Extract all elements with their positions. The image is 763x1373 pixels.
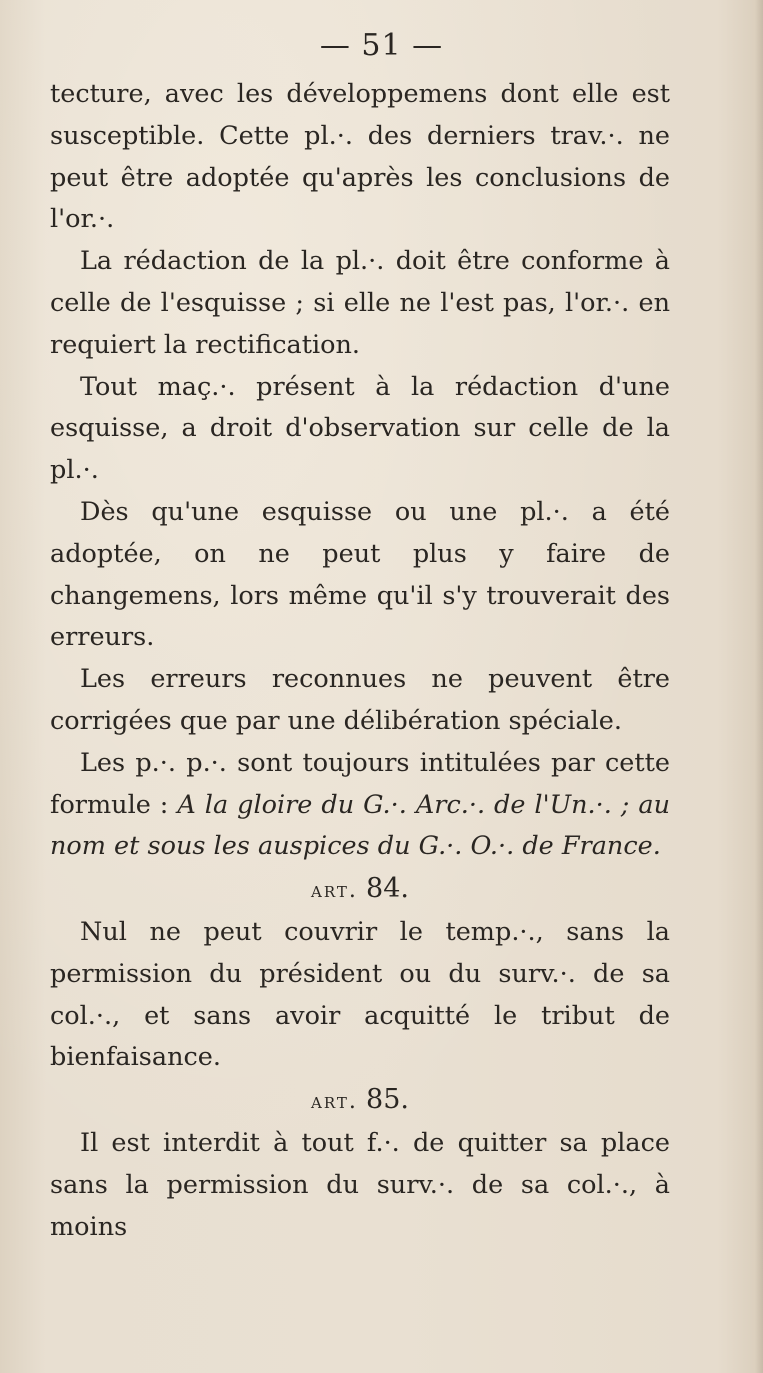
paragraph-adoption: Dès qu'une esquisse ou une pl.·. a été adoptée, on ne peut plus y faire de changemens, lors même qu'il s'y trouverait des erreurs. bbox=[50, 496, 670, 653]
article-84-text: Nul ne peut couvrir le temp.·., sans la permission du président ou du surv.·. de sa col.·., et sans avoir acquitté le tribut de bienfaisance. bbox=[50, 916, 670, 1073]
paragraph-redaction: La rédaction de la pl.·. doit être conforme à celle de l'esquisse ; si elle ne l'est pas, l'or.·. en requiert la rectification. bbox=[50, 246, 670, 360]
article-number: 84. bbox=[366, 873, 409, 905]
paragraph-formula bbox=[50, 743, 670, 868]
page-number: — 51 — bbox=[319, 28, 444, 63]
formula-intro: Les p.·. p.·. sont toujours intitulées par cette formule : bbox=[50, 747, 670, 820]
article-heading-85 bbox=[50, 1079, 670, 1123]
article-label: art. bbox=[311, 878, 358, 904]
article-number: 85. bbox=[366, 1084, 409, 1116]
body-text bbox=[50, 74, 670, 1248]
paragraph-observation: Tout maç.·. présent à la rédaction d'une esquisse, a droit d'observation sur celle de la pl.·. bbox=[50, 371, 670, 486]
article-heading-84 bbox=[50, 868, 670, 912]
article-label: art. bbox=[311, 1089, 358, 1115]
formula-text: A la gloire du G.·. Arc.·. de l'Un.·. ; au nom et sous les auspices du G.·. O.·. de France. bbox=[50, 789, 671, 862]
article-85-text: Il est interdit à tout f.·. de quitter sa place sans la permission du surv.·. de sa col.·., à moins bbox=[50, 1127, 670, 1242]
paragraph-errors: Les erreurs reconnues ne peuvent être corrigées que par une délibération spéciale. bbox=[50, 664, 670, 736]
paragraph-continuation: tecture, avec les développemens dont elle est susceptible. Cette pl.·. des derniers trav.·. ne peut être adoptée qu'après les conclusions de l'or.·. bbox=[50, 79, 670, 235]
page-edge-shadow bbox=[755, 0, 763, 1373]
